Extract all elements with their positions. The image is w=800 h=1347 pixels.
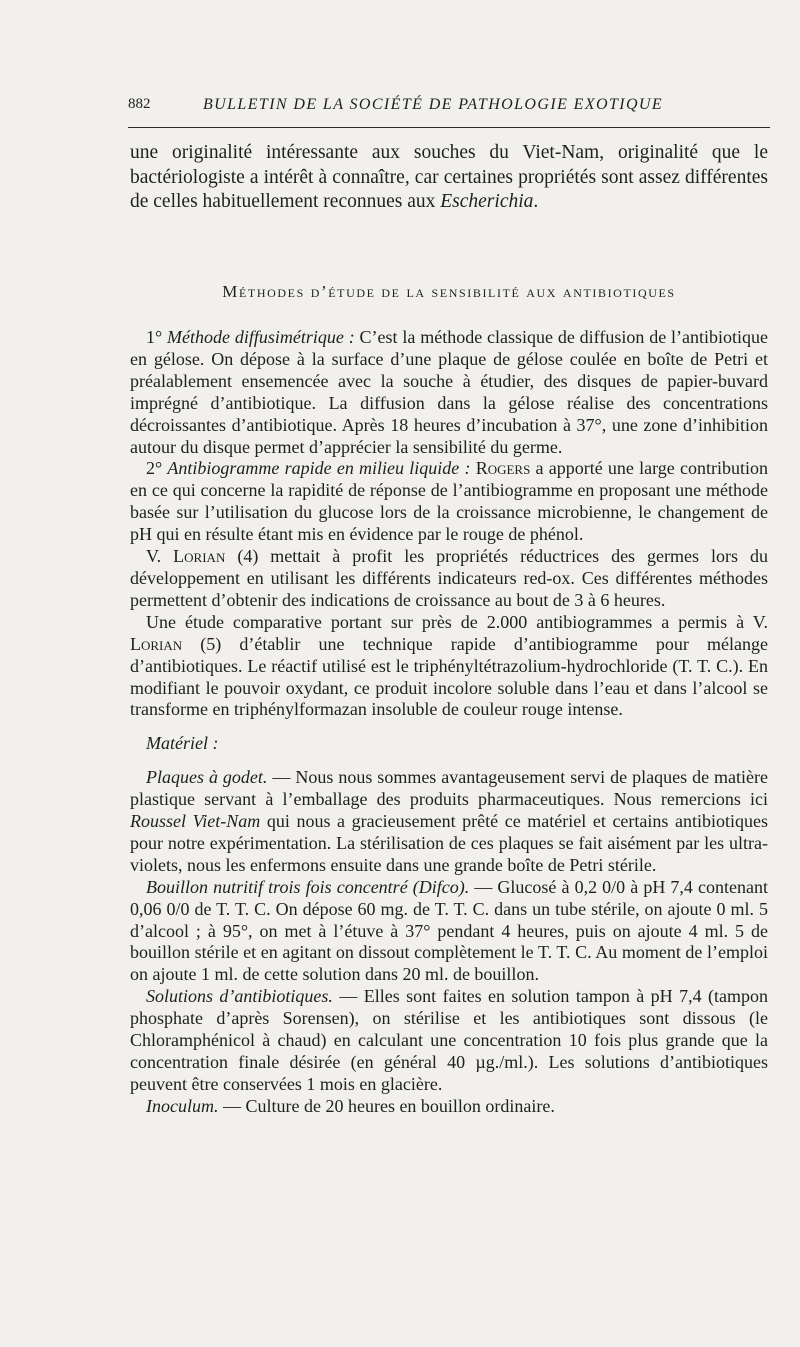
journal-title: BULLETIN DE LA SOCIÉTÉ DE PATHOLOGIE EXOTIQUE	[203, 96, 664, 113]
main-text	[130, 327, 768, 1118]
inoculum-text: — Culture de 20 heures en bouillon ordinaire.	[218, 1095, 555, 1116]
header-rule	[128, 127, 770, 128]
solutions-text: — Elles sont faites en solution tampon à pH 7,4 (tampon phosphate d’après Sorensen), on stérilise et les antibiotiques sont dissous (le Chloramphénicol à chaud) en calculant une concentration 10 fois plus grande que la concentration finale désirée (en général 40 µg./ml.). Les solutions d’antibiotiques peuvent être conservées 1 mois en glacière.	[130, 986, 768, 1094]
intro-genus: Escherichia	[440, 191, 534, 212]
spacer	[130, 755, 768, 767]
lorian1-text: (4) mettait à profit les propriétés réductrices des germes lors du développement en utilisant les différents indicateurs red-ox. Ces différentes méthodes permettent d’obtenir des indications de croissance au bout de 3 à 6 heures.	[130, 546, 768, 610]
method1-num: 1°	[146, 327, 168, 347]
inoculum-label: Inoculum.	[146, 1095, 219, 1116]
lorian1-initial: V.	[146, 546, 174, 567]
plaques-text2: qui nous a gracieusement prêté ce matériel et certains antibiotiques pour notre expérimentation. La stérilisation de ces plaques se fait aisément par les ultra-violets, nous les enfermons ensuite dans une grande boîte de Petri stérile.	[130, 811, 768, 875]
method2-paragraph	[130, 458, 768, 546]
method1-title: Méthode diffusimétrique :	[167, 327, 355, 347]
spacer	[130, 721, 768, 733]
bouillon-text: — Glucosé à 0,2 0/0 à pH 7,4 contenant 0,06 0/0 de T. T. C. On dépose 60 mg. de T. T. C. dans un tube stérile, on ajoute 0 ml. 5 d’alcool ; à 95°, on met à l’étuve à 37° pendant 4 heures, puis on ajoute 4 ml. 5 de bouillon stérile et en agitant on dissout complètement le T. T. C. Au moment de l’emploi on ajoute 1 ml. de cette solution dans 20 ml. de bouillon.	[130, 876, 768, 985]
lorian2-author: Lorian	[130, 633, 183, 654]
plaques-text1: — Nous nous sommes avantageusement servi de plaques de matière plastique servant à l’emballage des produits pharmaceutiques. Nous remercions ici	[130, 767, 768, 810]
intro-end: .	[533, 191, 539, 212]
bouillon-paragraph	[130, 877, 768, 987]
running-header	[128, 96, 768, 118]
inoculum-paragraph	[130, 1096, 768, 1118]
method2-num: 2°	[146, 458, 168, 479]
method1-paragraph	[130, 327, 768, 458]
method2-text: a apporté une large contribution en ce qui concerne la rapidité de réponse de l’antibiogramme en proposant une méthode basée sur l’utilisation du glucose lors de la croissance microbienne, le changement de pH qui en résulte étant mis en évidence par le rouge de phénol.	[130, 458, 768, 545]
solutions-label: Solutions d’antibiotiques.	[146, 986, 333, 1007]
section-heading: Méthodes d’étude de la sensibilité aux antibiotiques	[222, 282, 676, 301]
lorian1-paragraph	[130, 546, 768, 612]
plaques-paragraph	[130, 767, 768, 877]
intro-text: une originalité intéressante aux souches du Viet-Nam, originalité que le bactériologiste a intérêt à connaître, car certaines propriétés sont assez différentes de celles habituellement reconnues aux	[130, 142, 768, 212]
method2-author: Rogers	[475, 458, 531, 479]
bouillon-label: Bouillon nutritif trois fois concentré (Difco).	[146, 876, 470, 897]
solutions-paragraph	[130, 986, 768, 1096]
materiel-label: Matériel :	[146, 733, 219, 754]
lorian2-before: Une étude comparative portant sur près de 2.000 antibiogrammes a permis à V.	[146, 611, 768, 632]
lorian1-author: Lorian	[173, 546, 226, 567]
plaques-company: Roussel Viet-Nam	[130, 811, 261, 832]
lorian2-after: (5) d’établir une technique rapide d’antibiogramme pour mélange d’antibiotiques. Le réactif utilisé est le triphényltétrazolium-hydrochloride (T. T. C.). En modifiant le pouvoir oxydant, ce produit incolore soluble dans l’eau et dans l’alcool se transforme en triphénylformazan insoluble de couleur rouge intense.	[130, 633, 768, 720]
method2-title: Antibiogramme rapide en milieu liquide :	[167, 458, 471, 479]
plaques-label: Plaques à godet.	[146, 767, 268, 788]
lorian2-paragraph	[130, 612, 768, 722]
page-number: 882	[128, 96, 151, 112]
intro-paragraph	[130, 141, 768, 215]
method1-text: C’est la méthode classique de diffusion de l’antibiotique en gélose. On dépose à la surface d’une plaque de gélose coulée en boîte de Petri et préalablement ensemencée avec la souche à étudier, des disques de papier-buvard imprégné d’antibiotique. La diffusion dans la gélose réalise des concentrations décroissantes d’antibiotique. Après 18 heures d’incubation à 37°, une zone d’inhibition autour du disque permet d’apprécier la sensibilité du germe.	[130, 327, 769, 457]
